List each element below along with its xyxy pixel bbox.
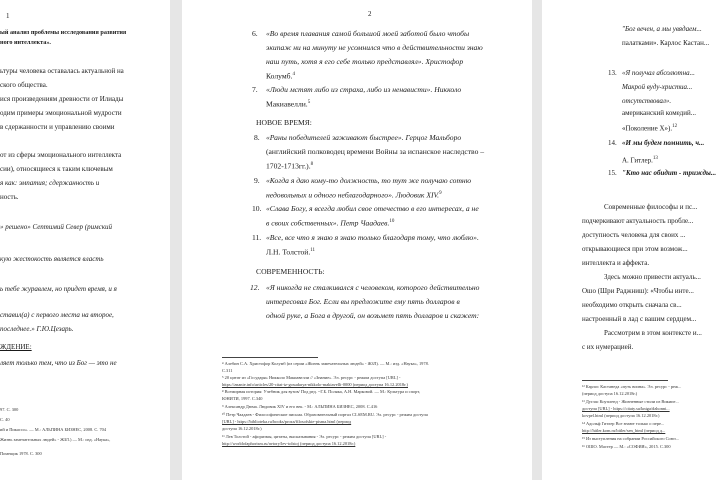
page-gutter-left — [170, 0, 182, 480]
quote-line: отсутствовал». — [622, 97, 672, 105]
quote-line: «Я получал абсолютна... — [622, 69, 695, 77]
source-title: «Поколение Х»). — [622, 124, 673, 133]
footnote-separator — [222, 357, 318, 358]
section-title-line: ного интеллекта». — [0, 39, 51, 46]
document-page-2 — [182, 0, 532, 480]
footnote: ⁵ 20 цитат из «Государя» Никколо Макиавелли // «Знание». Эл. ресурс - режим доступа [URL] - — [222, 375, 401, 380]
paragraph-line: интеллекта и аффекта. — [582, 259, 650, 267]
section-title-line: ый анализ проблемы исследования развития — [0, 29, 127, 36]
paragraph-line: Здесь можно привести актуаль... — [604, 273, 701, 281]
list-number: 10. — [252, 204, 262, 213]
body-line: ися произведениям древности от Илиады — [0, 95, 124, 103]
section-heading: НОВОЕ ВРЕМЯ: — [256, 118, 312, 127]
author-name: Л.Н. Толстой. — [266, 247, 311, 257]
author-name: А. Гитлер. — [622, 156, 653, 165]
quote-line: «И мы будем помнить, ч... — [622, 139, 705, 147]
quote-author — [266, 100, 310, 108]
footnote: Жизнь замечательных людей» - ЖЗЛ.) — М.: изд. «Наука», — [0, 437, 111, 442]
list-number: 14. — [608, 139, 617, 147]
quote-line: экипаж ни на минуту не усомнился что в действительности знаю — [266, 43, 483, 52]
list-number: 11. — [252, 233, 262, 242]
quote-line: «Во время плавания самой большой моей заботой было чтобы — [266, 29, 470, 38]
quote-line: ь тебе журавлем, но придет время, и я — [0, 285, 117, 293]
footnote: С. 40 — [0, 417, 10, 422]
body-line: ского общества. — [0, 81, 48, 89]
footnote: доступа 16.12.2018г.) — [222, 426, 262, 431]
quote-line: «Раны победителей заживают быстрее». Герцог Мальборо — [266, 133, 462, 142]
list-number: 6. — [252, 29, 258, 38]
footnote-ref[interactable]: 9 — [439, 191, 442, 196]
footnote: ий и Пикассо». — М.: АЛЬПИНА БИЗНЕС, 2008. С. 704 — [0, 427, 107, 432]
quote-line: «Когда я даю кому-то должность, то тут же получаю сотню — [266, 176, 472, 185]
page-number: 1 — [6, 12, 10, 20]
list-number: 9. — [254, 176, 260, 185]
list-number: 8. — [254, 133, 260, 142]
quote-line: последнее.» Г.Ю.Цезарь. — [0, 325, 74, 333]
quote-line: кую жестокость является власть — [0, 255, 104, 263]
paragraph-line: необходимо открыть сначала св... — [582, 301, 682, 309]
quote-text: недовольных и одного неблагодарного». Людовик XIV. — [266, 190, 440, 200]
footnote: 97. С. 300 — [0, 407, 19, 412]
footnote-link[interactable]: [URL] - https://biblioteka.ru/books/proza/filosofskie-pisma.html (период — [222, 419, 352, 424]
paragraph-line: настроенный в лад с вашим сердцем... — [582, 315, 697, 323]
page-number: 2 — [368, 10, 372, 18]
quote-line: «Я никогда не сталкивался с человеком, которого действительно — [266, 283, 480, 292]
footnote: ¹⁰ Петр Чаадаев - Философические письма. Образовательный портал CLSEM.RU. Эл. ресурс - режим доступа — [222, 412, 428, 417]
list-number: 12. — [250, 283, 260, 292]
footnote-ref[interactable]: 12 — [672, 124, 678, 129]
quote-author — [266, 219, 394, 227]
footnote-separator — [582, 380, 668, 381]
footnote: ⁹ Александр Дюма. Людовик XIV и его век. - М.: АЛЬПИНА БИЗНЕС, 2008. С.416 — [222, 404, 378, 409]
body-line: ьтуры человека оставалась актуальной на — [0, 67, 124, 75]
footnote: ⁸ Всемирная история: Учебник для вузов/ Под ред. ~Г.Б. Поляка, А.Н. Марковой. — М.: Культура и спорт, — [222, 389, 420, 394]
body-line: сии), относящиеся к таким ключевым — [0, 165, 113, 173]
quote-line: (английский полководец времени Войны за испанское наследство – — [266, 147, 485, 156]
quote-line: "Кто нас обидит - трижды... — [622, 169, 717, 177]
paragraph-line: Ошо (Шри Раджниш): «Чтобы инте... — [582, 287, 694, 295]
body-line: в сдержанности и управлению своими — [0, 123, 115, 131]
quote-author — [266, 191, 442, 199]
paragraph-line: Современные философы и пс... — [604, 203, 698, 211]
list-number: 13. — [608, 69, 617, 77]
footnote: ¹³ Дуглас Коупленд - Жизненные стили из Википе... — [582, 399, 679, 404]
footnote: Помещик 1978. С. 300 — [0, 451, 42, 456]
footnote-ref[interactable]: 13 — [652, 156, 658, 161]
quote-text: наш путь, хотя я его себе только представлял». Христофор — [266, 57, 464, 66]
footnote: ¹¹ Лев Толстой - афоризмы, цитаты, высказывания - Эл. ресурс - режим доступа [URL] - — [222, 434, 387, 439]
footnote: ¹⁵ Из выступления на собрании Российского Союз... — [582, 436, 680, 441]
quote-author — [266, 162, 313, 170]
quote-line: "Бог вечен, а мы увядаем... — [622, 25, 702, 33]
footnote-ref[interactable]: 10 — [389, 219, 395, 224]
quote-line: «Слава Богу, я всегда любил свое отечество в его интересах, а не — [266, 204, 479, 213]
quote-line: американский комедий... — [622, 109, 696, 117]
footnote: ¹² Карлос Кастанеда «путь воина». Эл. ресурс - реж... — [582, 384, 682, 389]
quote-author — [266, 248, 315, 256]
paragraph-line: доступность человека для своих ... — [582, 231, 686, 239]
paragraph-line: с их нумерацией. — [582, 343, 634, 351]
footnote-ref[interactable]: 5 — [307, 100, 311, 105]
document-page-3 — [542, 0, 720, 480]
paragraph-line: Рассмотрим в этом контексте и... — [604, 329, 702, 337]
quote-line: ставил(а) с первого места на второе, — [0, 311, 114, 319]
page-gutter-right — [532, 0, 542, 480]
section-heading: ЖДЕНИЕ: — [0, 343, 32, 351]
footnote-link[interactable]: http://hitler.kom.ru/bitler/sen_html (период д... — [582, 428, 666, 433]
quote-line: Макрой вуду-христиа... — [622, 83, 693, 91]
paragraph-line: подчеркивают актуальность пробле... — [582, 217, 694, 225]
body-line: от из сферы эмоционального интеллекта — [0, 151, 122, 159]
footnote: С.311 — [222, 368, 233, 373]
quote-line: интересовал Бог. Если вы предложите ему пять долларов в — [266, 297, 460, 306]
footnote: ⁴ Алебин С.А. Христофор Колумб (из серии «Жизнь замечательных людей» - ЖЗЛ). — М.: изд. «Наука», 1978. — [222, 361, 429, 366]
quote-line: «Все, все что я знаю я знаю только благодаря тому, что люблю». — [266, 233, 479, 242]
quote-line: одной руке, а Бога в другой, он возьмет пять долларов и скажет: — [266, 311, 480, 320]
footnote-ref[interactable]: 11 — [310, 248, 316, 253]
footnote-ref[interactable]: 8 — [310, 162, 314, 167]
footnote-ref[interactable]: 4 — [292, 72, 295, 77]
quote-line: » решено» Септимий Север (римский — [0, 223, 112, 231]
footnote: ¹⁴ Адольф Гитлер Все знают только о пере... — [582, 421, 665, 426]
paragraph-line: открывающиеся при этом возмож... — [582, 245, 688, 253]
author-name: Колумб. — [266, 71, 293, 81]
quote-author — [266, 72, 295, 80]
section-heading: СОВРЕМЕННОСТЬ: — [256, 267, 325, 276]
body-line: ность. — [0, 193, 19, 201]
quote-text: в своих собственных». Петр Чаадаев. — [266, 218, 390, 228]
date-range: 1702-1713гг.). — [266, 161, 311, 171]
quote-line: палатками». Карлос Кастан... — [622, 39, 710, 47]
quote-author — [622, 156, 658, 164]
footnote: ЮНИТИ, 1997. С.340 — [222, 396, 263, 401]
list-number: 7. — [252, 85, 258, 94]
body-line: я как: эмпатия; сдержанность и — [0, 179, 100, 187]
quote-author — [622, 124, 677, 132]
footnote-link[interactable]: доступа [URL] - https://citaty.su/kniga/dzhonni... — [582, 406, 670, 411]
quote-line — [266, 58, 463, 66]
quote-line: «Люди мстят либо из страха, либо из ненависти». Никколо — [266, 85, 462, 94]
footnote: (период доступа 16.12.2018г.) — [582, 391, 638, 396]
footnote: kovpel.html (период доступа 16.12.2018г.) — [582, 413, 660, 418]
footnote: ¹⁶ ОШО. Мастер — М.: «СОФИЯ», 2015. С.300 — [582, 444, 671, 449]
author-name: Макиавелли. — [266, 99, 308, 109]
document-page-1 — [0, 0, 170, 480]
quote-line: ляет только тем, что из Бог — это не — [0, 359, 117, 367]
list-number: 15. — [608, 169, 617, 177]
footnote-link[interactable]: http://worldofaphorism.ru/avtory/lev-tolstoj (период доступа 16.12.2018г.) — [222, 441, 356, 446]
footnote-link[interactable]: https://znanie.info/articles/20-citat-iz-gosudarya-nikkolo-makiavelli-0000 (период доступа 16.12.2018г.) — [222, 382, 408, 387]
body-line: одим примеры эмоциональной мудрости — [0, 109, 122, 117]
